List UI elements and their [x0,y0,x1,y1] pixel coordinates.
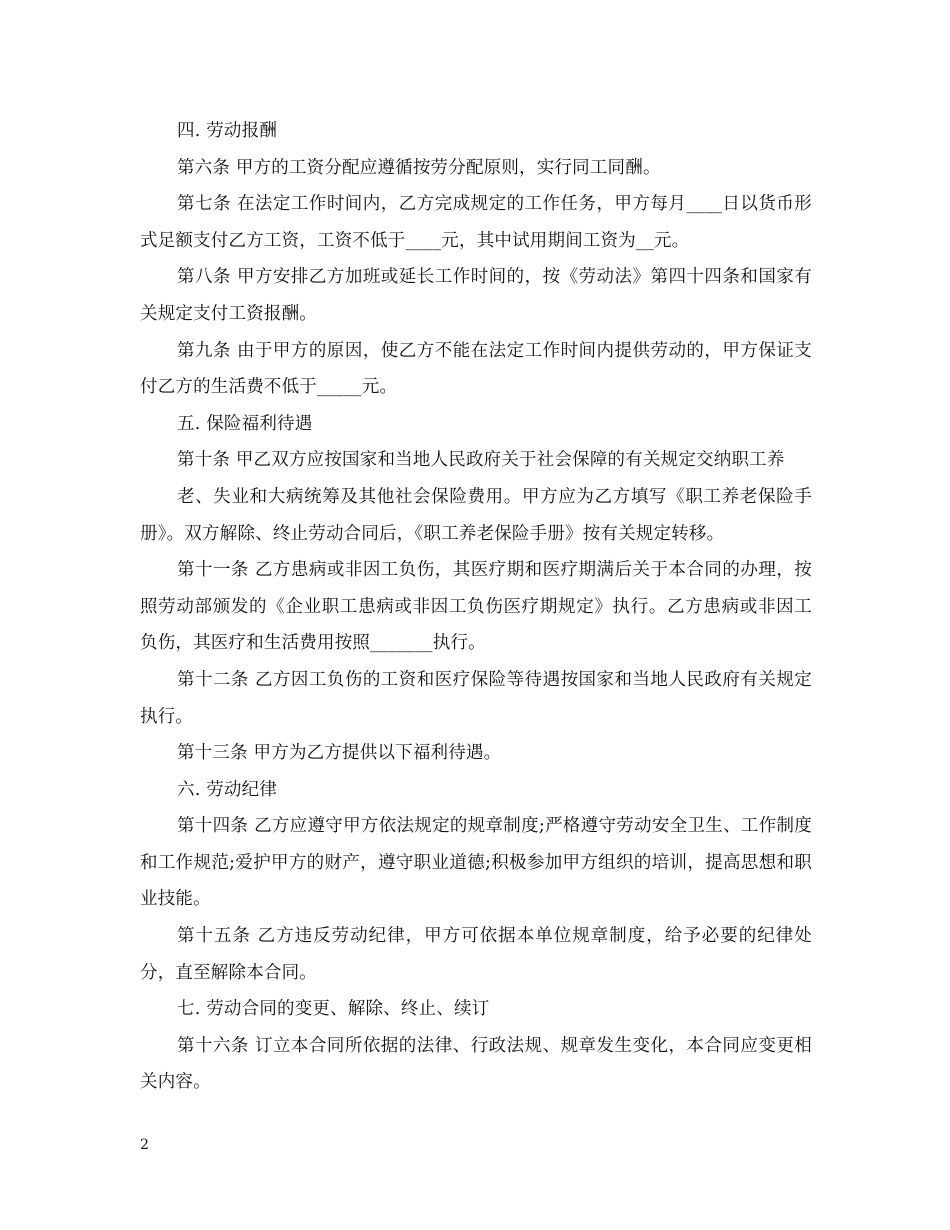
document-body [140,113,812,1101]
article-6: 第六条 甲方的工资分配应遵循按劳分配原则，实行同工同酬。 [177,157,661,178]
article-11: 第十一条 乙方患病或非因工负伤，其医疗期和医疗期满后关于本合同的办理，按照劳动部颁发的《企业职工患病或非因工负伤医疗期规定》执行。乙方患病或非因工负伤，其医疗和生活费用按照_______执行。 [140,560,812,654]
section-heading-remuneration: 四. 劳动报酬 [177,121,278,141]
article-15: 第十五条 乙方违反劳动纪律，甲方可依据本单位规章制度，给予必要的纪律处分，直至解除本合同。 [140,926,812,983]
article-7: 第七条 在法定工作时间内，乙方完成规定的工作任务，甲方每月____日以货币形式足额支付乙方工资，工资不低于____元，其中试用期间工资为__元。 [140,194,812,251]
article-14: 第十四条 乙方应遵守甲方依法规定的规章制度;严格遵守劳动安全卫生、工作制度和工作规范;爱护甲方的财产，遵守职业道德;积极参加甲方组织的培训，提高思想和职业技能。 [140,816,812,910]
article-9: 第九条 由于甲方的原因，使乙方不能在法定工作时间内提供劳动的，甲方保证支付乙方的生活费不低于_____元。 [140,340,812,398]
article-10-part-2: 老、失业和大病统筹及其他社会保险费用。甲方应为乙方填写《职工养老保险手册》。双方解除、终止劳动合同后，《职工养老保险手册》按有关规定转移。 [140,486,812,544]
article-13: 第十三条 甲方为乙方提供以下福利待遇。 [177,743,502,764]
article-10-part-1: 第十条 甲乙双方应按国家和当地人民政府关于社会保障的有关规定交纳职工养 [177,450,785,471]
article-12: 第十二条 乙方因工负伤的工资和医疗保险等待遇按国家和当地人民政府有关规定执行。 [140,669,812,727]
article-16: 第十六条 订立本合同所依据的法律、行政法规、规章发生变化，本合同应变更相关内容。 [140,1035,812,1093]
page-number: 2 [140,1137,149,1153]
section-heading-discipline: 六. 劳动纪律 [177,779,278,800]
section-heading-insurance: 五. 保险福利待遇 [177,413,313,434]
section-heading-contract-changes: 七. 劳动合同的变更、解除、终止、续订 [177,999,490,1020]
article-8: 第八条 甲方安排乙方加班或延长工作时间的，按《劳动法》第四十四条和国家有关规定支付工资报酬。 [140,267,812,324]
